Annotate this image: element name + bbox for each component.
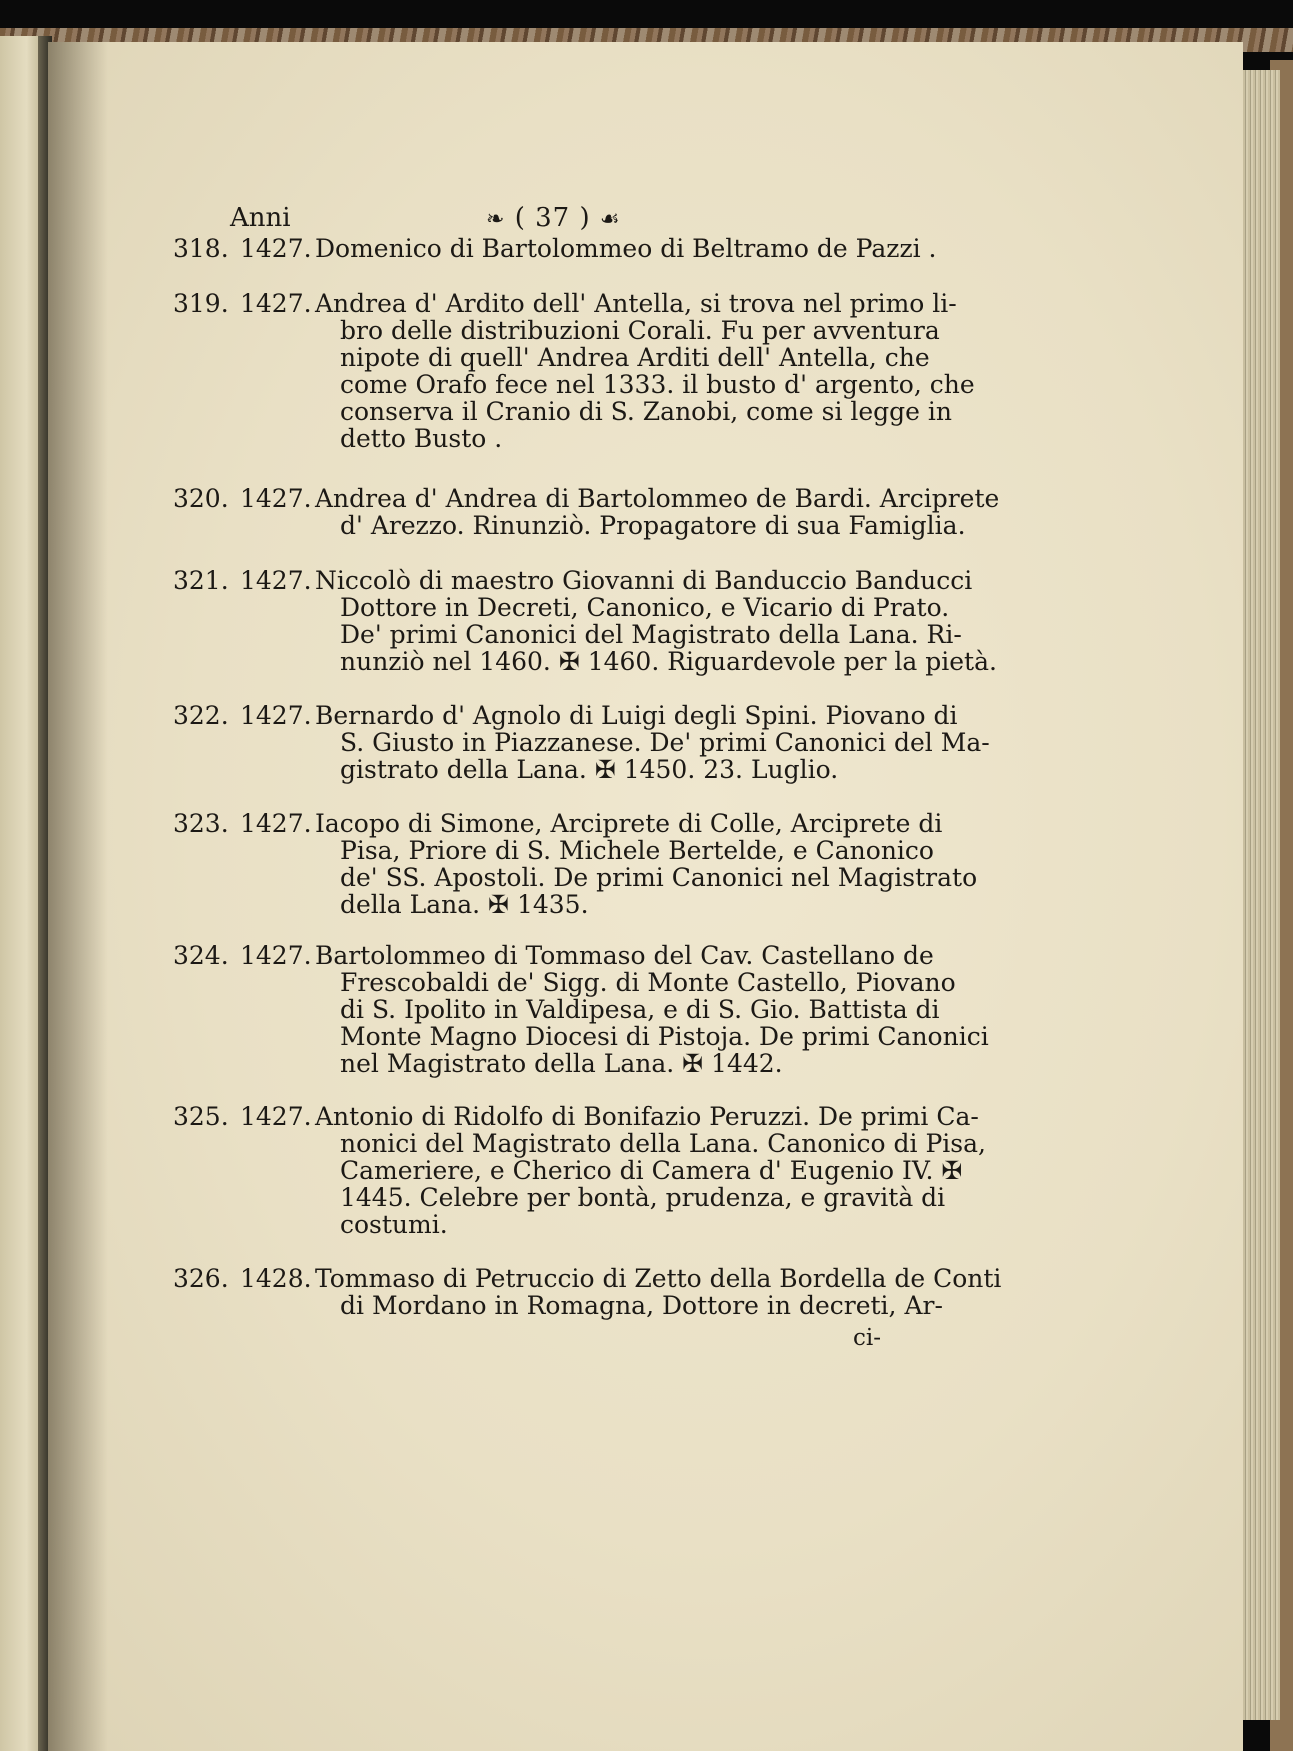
- ornament-left-icon: ❧: [486, 207, 506, 232]
- entry-line: di Mordano in Romagna, Dottore in decreti, Ar-: [340, 1291, 943, 1320]
- entry-year: 1427.: [240, 289, 312, 318]
- entry-line: nipote di quell' Andrea Arditi dell' Antella, che: [340, 343, 930, 372]
- entry-line: costumi.: [340, 1210, 448, 1239]
- ornament-right-icon: ☙: [599, 207, 621, 232]
- entry-line: Tommaso di Petruccio di Zetto della Bordella de Conti: [315, 1264, 1002, 1293]
- entry-line: Niccolò di maestro Giovanni di Banduccio Banducci: [315, 566, 973, 595]
- entry-year: 1427.: [240, 941, 312, 970]
- entry-line: gistrato della Lana. ✠ 1450. 23. Luglio.: [340, 755, 839, 784]
- entry-line: Bernardo d' Agnolo di Luigi degli Spini. Piovano di: [315, 701, 958, 730]
- entry-line: Cameriere, e Cherico di Camera d' Eugenio IV. ✠: [340, 1156, 963, 1185]
- entry-year: 1427.: [240, 234, 312, 263]
- entry-line: della Lana. ✠ 1435.: [340, 890, 589, 919]
- entry-year: 1427.: [240, 566, 312, 595]
- entry-text: [315, 1102, 986, 1239]
- entry-number: 326.: [173, 1264, 229, 1293]
- entry-year: 1427.: [240, 1102, 312, 1131]
- entry-number: 321.: [173, 566, 229, 595]
- entry-text: [315, 234, 937, 263]
- entry-number: 325.: [173, 1102, 229, 1131]
- entry-line: S. Giusto in Piazzanese. De' primi Canonici del Ma-: [340, 728, 990, 757]
- entry-number: 319.: [173, 289, 229, 318]
- entry-year: 1427.: [240, 701, 312, 730]
- entry-year: 1427.: [240, 484, 312, 513]
- entry-number: 322.: [173, 701, 229, 730]
- entry-line: Antonio di Ridolfo di Bonifazio Peruzzi. De primi Ca-: [315, 1102, 979, 1131]
- entry-line: bro delle distribuzioni Corali. Fu per avventura: [340, 316, 940, 345]
- page-number-header: [486, 205, 621, 233]
- entry-number: 323.: [173, 809, 229, 838]
- entry-text: [315, 701, 990, 784]
- entry-number: 318.: [173, 234, 229, 263]
- entry-number: 320.: [173, 484, 229, 513]
- entry-text: [315, 566, 997, 676]
- entry-text: [315, 941, 989, 1078]
- entry-line: De' primi Canonici del Magistrato della Lana. Ri-: [340, 620, 962, 649]
- column-header-anni: Anni: [230, 203, 291, 233]
- entry-line: di S. Ipolito in Valdipesa, e di S. Gio. Battista di: [340, 995, 940, 1024]
- page-number: ( 37 ): [514, 203, 591, 233]
- entry-text: [315, 1264, 1002, 1320]
- entry-line: Pisa, Priore di S. Michele Bertelde, e Canonico: [340, 836, 934, 865]
- entry-text: [315, 484, 1000, 540]
- entry-line: Andrea d' Andrea di Bartolommeo de Bardi. Arciprete: [315, 484, 1000, 513]
- entry-year: 1427.: [240, 809, 312, 838]
- catchword: ci-: [853, 1325, 882, 1351]
- entry-line: de' SS. Apostoli. De primi Canonici nel Magistrato: [340, 863, 978, 892]
- entry-line: 1445. Celebre per bontà, prudenza, e gravità di: [340, 1183, 946, 1212]
- entry-text: [315, 809, 978, 919]
- entry-year: 1428.: [240, 1264, 312, 1293]
- entry-line: detto Busto .: [340, 424, 503, 453]
- entry-line: d' Arezzo. Rinunziò. Propagatore di sua Famiglia.: [340, 511, 966, 540]
- entry-line: Bartolommeo di Tommaso del Cav. Castellano de: [315, 941, 934, 970]
- entry-line: Dottore in Decreti, Canonico, e Vicario di Prato.: [340, 593, 950, 622]
- page-gutter-shade: [48, 42, 108, 1751]
- entry-line: Frescobaldi de' Sigg. di Monte Castello, Piovano: [340, 968, 956, 997]
- entry-text: [315, 289, 975, 453]
- entry-line: Iacopo di Simone, Arciprete di Colle, Arciprete di: [315, 809, 943, 838]
- entry-number: 324.: [173, 941, 229, 970]
- page-stack-edges: [1238, 70, 1280, 1720]
- entry-line: come Orafo fece nel 1333. il busto d' argento, che: [340, 370, 975, 399]
- entry-line: nel Magistrato della Lana. ✠ 1442.: [340, 1049, 783, 1078]
- entry-line: conserva il Cranio di S. Zanobi, come si legge in: [340, 397, 953, 426]
- entry-line: nunziò nel 1460. ✠ 1460. Riguardevole per la pietà.: [340, 647, 997, 676]
- entry-line: Domenico di Bartolommeo di Beltramo de Pazzi .: [315, 234, 937, 263]
- entry-line: nonici del Magistrato della Lana. Canonico di Pisa,: [340, 1129, 986, 1158]
- entry-line: Monte Magno Diocesi di Pistoja. De primi Canonici: [340, 1022, 989, 1051]
- entry-line: Andrea d' Ardito dell' Antella, si trova nel primo li-: [315, 289, 957, 318]
